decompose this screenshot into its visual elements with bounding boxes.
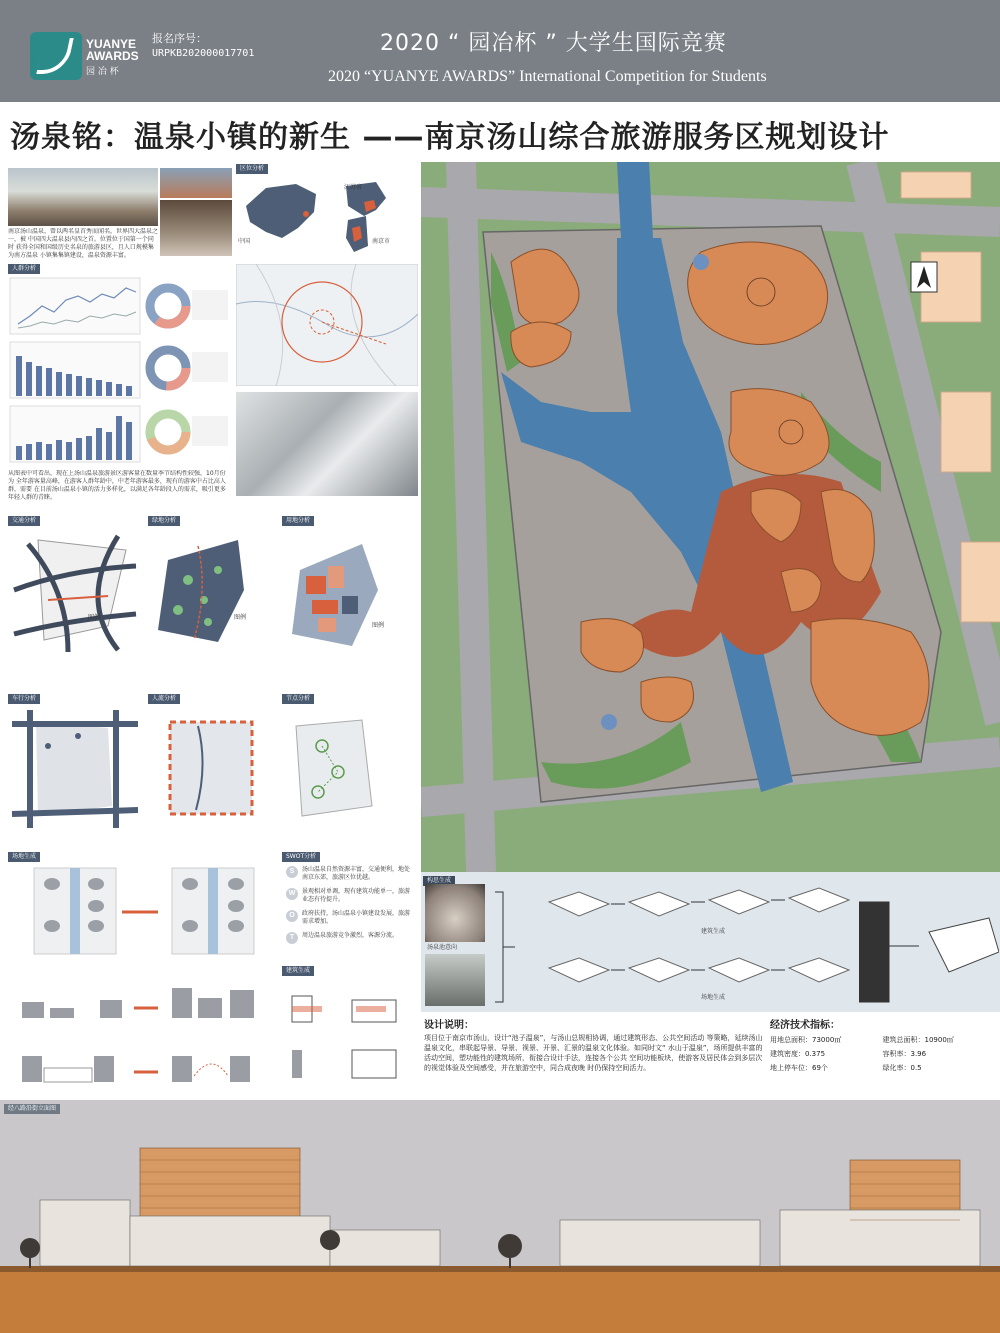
node-diagram <box>282 706 416 830</box>
swot-item <box>286 888 414 904</box>
section-elevation: 经八路沿街立面图 <box>4 1104 60 1114</box>
site-generation <box>8 864 270 958</box>
section-site: 场地生成 <box>8 852 40 862</box>
economic-indicators <box>770 1016 995 1073</box>
indicators-title: 经济技术指标： <box>770 1020 840 1031</box>
swot-letter: O <box>286 910 298 922</box>
design-description <box>424 1016 764 1073</box>
hotspring-photo <box>8 168 158 226</box>
concept-photo-terrace <box>425 954 485 1006</box>
swot-item <box>286 910 414 926</box>
swot-text: 景观相对单调，现有建筑功能单一，旅游业态有待提升。 <box>302 888 411 903</box>
swot-letter: T <box>286 932 298 944</box>
indicator-item: 用地总面积：73000㎡ <box>770 1036 842 1044</box>
street-elevation <box>0 1100 1000 1333</box>
concept-diagram <box>489 882 999 1012</box>
pool-photo <box>160 168 232 198</box>
section-people: 人流分析 <box>148 694 180 704</box>
logo-mark-icon <box>36 38 74 74</box>
population-charts <box>8 276 230 466</box>
legend-traffic: 图例 <box>88 614 101 621</box>
regional-map <box>236 264 418 386</box>
concept-label-top: 建筑生成 <box>701 928 726 935</box>
yuanye-logo <box>30 32 82 80</box>
landuse-diagram <box>282 530 416 654</box>
registration-label: 报名序号： <box>152 32 207 45</box>
elevation-drawing <box>0 1120 1000 1333</box>
intro-text: 南京汤山温泉，曾以两名皇首秀而闻名，世界四大温泉之一，被 中国四大温泉县内四之首。位置位于国第一个同时 获得全国和国级历史名泉的旅游县区，且人口规模集为南方温泉 小镇集集镇建设，温泉资源丰富。 <box>8 228 158 259</box>
section-traffic: 交通分析 <box>8 516 40 526</box>
concept-photo-pool <box>425 884 485 942</box>
design-title: 设计说明： <box>424 1020 474 1031</box>
swot-list <box>286 866 414 944</box>
logo-chinese: 园 冶 杯 <box>86 67 119 77</box>
section-population: 人群分析 <box>8 264 40 274</box>
legend-landuse: 图例 <box>372 622 385 629</box>
label-nanjing: 南京市 <box>372 238 391 245</box>
vehicle-diagram <box>8 706 142 830</box>
population-analysis-text: 从图表中可看出，现在上汤山温泉旅游景区游客量在数量季节结构性较强，10月份为 全年游客量高峰，在游客人群年龄中，中老年游客最多，现有的游客中占比高人群，需要 在目前汤山温泉小镇的活力多样化，以满足各年龄段人的需求，吸引更多年轻人群的青睐。 <box>8 470 226 501</box>
section-location: 区位分析 <box>236 164 268 174</box>
indicator-item: 容积率：3.96 <box>882 1050 927 1058</box>
site-master-plan <box>421 162 1000 872</box>
site-aerial-maps <box>236 392 418 496</box>
swot-letter: S <box>286 866 298 878</box>
indicator-item: 建筑总面积：10900㎡ <box>882 1036 954 1044</box>
concept-generation-panel <box>421 872 1000 1012</box>
label-china: 中国 <box>238 238 251 245</box>
traffic-diagram <box>8 530 142 654</box>
swot-item <box>286 866 414 882</box>
master-plan-drawing <box>421 162 1000 872</box>
bath-photo <box>160 200 232 256</box>
building-section-diagrams <box>286 980 414 1084</box>
swot-letter: W <box>286 888 298 900</box>
swot-text: 周边温泉旅游竞争激烈，客源分流。 <box>302 932 399 939</box>
legend-green: 图例 <box>234 614 247 621</box>
section-vehicle: 车行分析 <box>8 694 40 704</box>
indicator-item: 地上停车位：69个 <box>770 1064 828 1072</box>
logo-english: YUANYE AWARDS <box>86 37 139 63</box>
indicator-item: 绿化率：0.5 <box>882 1064 922 1072</box>
concept-label-bottom: 场地生成 <box>701 994 726 1001</box>
green-diagram <box>148 530 276 654</box>
concept-photo-label-1: 汤泉池意向 <box>427 944 458 951</box>
registration-number: URPKB202000017701 <box>152 48 255 59</box>
competition-title-en: 2020 “YUANYE AWARDS” International Competition for Students <box>328 68 767 85</box>
label-jiangsu: 江苏省 <box>344 184 363 191</box>
indicator-item: 建筑密度：0.375 <box>770 1050 826 1058</box>
header-bar <box>0 0 1000 102</box>
section-landuse: 用地分析 <box>282 516 314 526</box>
section-building: 建筑生成 <box>282 966 314 976</box>
section-green: 绿地分析 <box>148 516 180 526</box>
design-text: 项目位于南京市汤山，设计“池子温泉”，与汤山总规相协调，通过建筑形态、公共空间活动 等策略，延续汤山温泉文化，串联起导景、导景、视景、开景、汇景的温泉文化体验。如同时文“ 水山于温泉”，场所提供丰富的活动空间，塑功能性的建筑场所，衔接合设计手法，连接各个公共 空间功能板块，使游客及居民体会到多层次的视觉体验及空间感受，并在旅游空中，同合成夜晚 时仍保持空间活力。 <box>424 1034 763 1072</box>
swot-item <box>286 932 414 944</box>
poster-title: 汤泉铭：温泉小镇的新生 ——南京汤山综合旅游服务区规划设计 <box>10 120 890 155</box>
location-maps <box>236 176 418 258</box>
section-swot: SWOT分析 <box>282 852 320 862</box>
people-flow-diagram <box>148 706 276 830</box>
competition-title-cn: 2020 “ 园冶杯 ” 大学生国际竞赛 <box>380 31 727 56</box>
section-node: 节点分析 <box>282 694 314 704</box>
building-generation-diagrams <box>8 980 270 1090</box>
swot-text: 汤山温泉自然资源丰富，交通便利，地处南京东郊，旅游区位优越。 <box>302 866 411 881</box>
swot-text: 政府扶持，汤山温泉小镇建设发展，旅游需求增加。 <box>302 910 411 925</box>
section-concept: 构思生成 <box>423 876 455 886</box>
